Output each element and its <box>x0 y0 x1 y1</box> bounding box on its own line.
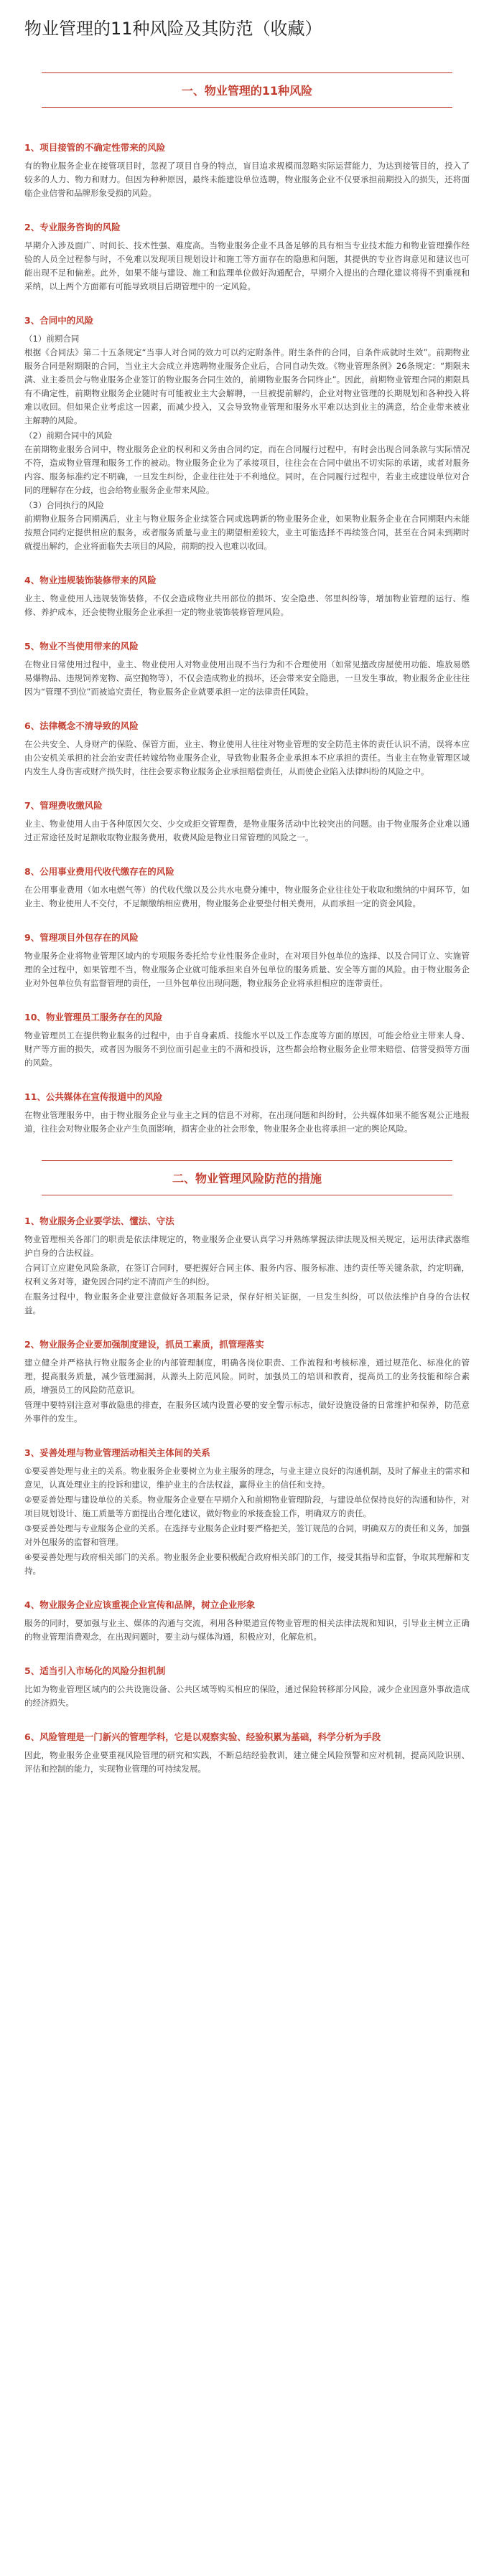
paragraph: 建立健全并严格执行物业服务企业的内部管理制度，明确各岗位职责、工作流程和考核标准，通过规范化、标准化的管理，提高服务质量，减少管理漏洞，从源头上防范风险。同时，加强员工的培训和教育，提高员工的业务技能和综合素质，增强员工的风险防范意识。 <box>24 1358 470 1395</box>
part2-sections <box>24 1214 470 1776</box>
paragraph: 业主、物业使用人由于各种原因欠交、少交或拒交管理费，是物业服务活动中比较突出的问题。由于物业服务企业难以通过正常途径及时足额收取物业服务费用，收费风险是物业日常管理的风险之一。 <box>24 819 470 842</box>
paragraph: 在物业管理服务中，由于物业服务企业与业主之间的信息不对称，在出现问题和纠纷时，公共媒体如果不能客观公正地报道，往往会对物业服务企业产生负面影响，损害企业的社会形象，物业服务企业也将承担一定的舆论风险。 <box>24 1110 470 1134</box>
paragraph: 在物业日常使用过程中，业主、物业使用人对物业使用出现不当行为和不合理使用（如常见擅改房屋使用功能、堆放易燃易爆物品、违规饲养宠物、高空抛物等），不仅会造成物业的损坏，还会带来安全隐患，一旦发生事故，物业服务企业往往因为“管理不到位”而被追究责任，物业服务企业就要承担一定的法律责任风险。 <box>24 659 470 697</box>
section-gap <box>24 1579 470 1598</box>
section <box>24 799 470 865</box>
section-gap <box>24 621 470 639</box>
section <box>24 1664 470 1730</box>
section-title: 2、物业服务企业要加强制度建设，抓员工素质，抓管理落实 <box>24 1339 264 1350</box>
paragraph: 服务的同时，要加强与业主、媒体的沟通与交流，利用各种渠道宣传物业管理的相关法律法规和知识，引导业主树立正确的物业管理消费观念，在出现问题时，要主动与媒体沟通，积极应对，化解危机。 <box>24 1618 470 1642</box>
section <box>24 1338 470 1446</box>
section-gap <box>24 202 470 220</box>
paragraph: 物业管理员工在提供物业服务的过程中，由于自身素质、技能水平以及工作态度等方面的原因，可能会给业主带来人身、财产等方面的损失，或者因为服务不到位而引起业主的不满和投诉，这些都会给物业服务企业带来赔偿、信誉受损等方面的风险。 <box>24 1030 470 1068</box>
paragraph: （3）合同执行的风险 <box>24 500 104 510</box>
section-title: 4、物业违规装饰装修带来的风险 <box>24 575 157 586</box>
section <box>24 865 470 931</box>
part-heading: 一、物业管理的11种风险 <box>42 72 452 108</box>
paragraph: 管理中要特别注意对事故隐患的排查，在服务区域内设置必要的安全警示标志，做好设施设备的日常维护和保养，防范意外事件的发生。 <box>24 1400 470 1424</box>
paragraph: （2）前期合同中的风险 <box>24 431 113 441</box>
section <box>24 931 470 1010</box>
paragraph: 前期物业服务合同期满后，业主与物业服务企业续签合同或选聘新的物业服务企业，如果物业服务企业在合同期限内未能按照合同约定提供相应的服务，或者服务质量与业主的期望相差较大，业主可能选择不再续签合同，甚至在合同未到期时就提出解约，企业将面临失去项目的风险，前期的投入也难以收回。 <box>24 514 470 551</box>
paragraph: ③要妥善处理与专业服务企业的关系。在选择专业服务企业时要严格把关，签订规范的合同，明确双方的责任和义务，加强对外包服务的监督和管理。 <box>24 1523 470 1547</box>
section <box>24 719 470 799</box>
section-title: 1、物业服务企业要学法、懂法、守法 <box>24 1216 174 1226</box>
section-gap <box>24 1645 470 1664</box>
section-gap <box>24 780 470 799</box>
paragraph: 根据《合同法》第二十五条规定“当事人对合同的效力可以约定附条件。附生条件的合同，自条件成就时生效”。前期物业服务合同是附期限的合同，当业主大会成立并选聘物业服务企业后，合同自动失效。《物业管理条例》26条规定：“期限未满、业主委员会与物业服务企业签订的物业服务合同生效的，前期物业服务合同终止”。因此，前期物业管理合同的期限具有不确定性，前期物业服务企业随时有可能被业主大会解聘，一旦被提前解约，企业对物业管理的长期规划和各种投入将难以收回。但如果企业考虑这一因素，而减少投入，又会导致物业管理和服务水平难以达到业主的满意，给企业带来被业主解聘的风险。 <box>24 347 470 426</box>
section-title: 7、管理费收缴风险 <box>24 800 103 811</box>
paragraph: 物业管理相关各部门的职责是依法律规定的，物业服务企业要认真学习并熟练掌握法律法规及相关规定，运用法律武器维护自身的合法权益。 <box>24 1234 470 1258</box>
section-title: 1、项目接管的不确定性带来的风险 <box>24 142 166 153</box>
section-title: 3、合同中的风险 <box>24 315 94 326</box>
section <box>24 1010 470 1090</box>
section-title: 4、物业服务企业应该重视企业宣传和品牌，树立企业形象 <box>24 1599 256 1610</box>
section <box>24 1730 470 1776</box>
paragraph: ②要妥善处理与建设单位的关系。物业服务企业要在早期介入和前期物业管理阶段，与建设单位保持良好的沟通和协作，对项目规划设计、施工质量等方面提出合理化建议，做好物业的承接查验工作，明确双方的责任。 <box>24 1495 470 1518</box>
section-gap <box>24 846 470 865</box>
section <box>24 1090 470 1136</box>
paragraph: ④要妥善处理与政府相关部门的关系。物业服务企业要积极配合政府相关部门的工作，接受其指导和监督，争取其理解和支持。 <box>24 1552 470 1576</box>
section-gap <box>24 700 470 719</box>
section-title: 5、物业不当使用带来的风险 <box>24 641 139 652</box>
section <box>24 639 470 719</box>
section <box>24 141 470 220</box>
article-title: 物业管理的11种风险及其防范（收藏） <box>24 19 322 39</box>
section-title: 8、公用事业费用代收代缴存在的风险 <box>24 866 174 877</box>
section-title: 5、适当引入市场化的风险分担机制 <box>24 1665 166 1676</box>
section-gap <box>24 1711 470 1730</box>
paragraph: 有的物业服务企业在接管项目时，忽视了项目自身的特点，盲目追求规模而忽略实际运营能力，为达到接管目的，投入了较多的人力、物力和财力。但因为种种原因，最终未能建设单位选聘，物业服务企业不仅要承担前期投入的损失，还将面临企业信誉和品牌形象受损的风险。 <box>24 161 470 198</box>
paragraph: 在公用事业费用（如水电燃气等）的代收代缴以及公共水电费分摊中，物业服务企业往往处于收取和缴纳的中间环节，如业主、物业使用人不交付，不足额缴纳相应费用，物业服务企业要垫付相关费用，从而承担一定的资金风险。 <box>24 885 470 908</box>
paragraph: 物业服务企业将物业管理区域内的专项服务委托给专业性服务企业时，在对项目外包单位的选择、以及合同订立、实施管理的全过程中，如果管理不当，物业服务企业就可能承担来自外包单位的服务质量、安全等方面的风险。由于物业服务企业对外包单位负有监督管理的责任，一旦外包单位出现问题，物业服务企业将承担相应的连带责任。 <box>24 951 470 988</box>
section-title: 6、法律概念不清导致的风险 <box>24 720 139 731</box>
section <box>24 1598 470 1664</box>
section-gap <box>24 1319 470 1338</box>
section-title: 3、妥善处理与物业管理活动相关主体间的关系 <box>24 1447 210 1458</box>
paragraph: 业主、物业使用人违规装饰装修，不仅会造成物业共用部位的损坏、安全隐患、邻里纠纷等，增加物业管理的运行、维修、养护成本，还会使物业服务企业承担一定的物业装饰装修管理风险。 <box>24 593 470 617</box>
paragraph: 在服务过程中，物业服务企业要注意做好各项服务记录，保存好相关证据，一旦发生纠纷，可以依法维护自身的合法权益。 <box>24 1292 470 1315</box>
section <box>24 1446 470 1598</box>
section-gap <box>24 912 470 931</box>
section-gap <box>24 295 470 314</box>
paragraph: 比如为物业管理区域内的公共设施设备、公共区域等购买相应的保险，通过保险转移部分风险，减少企业因意外事故造成的经济损失。 <box>24 1684 470 1708</box>
part-heading: 二、物业管理风险防范的措施 <box>42 1160 452 1195</box>
paragraph: 合同订立应避免风险条款，在签订合同时，要把握好合同主体、服务内容、服务标准、违约责任等关键条款，约定明确，权利义务对等，避免因合同约定不清而产生的纠纷。 <box>24 1263 470 1287</box>
section-gap <box>24 1071 470 1090</box>
section-title: 10、物业管理员工服务存在的风险 <box>24 1012 163 1023</box>
section-title: 11、公共媒体在宣传报道中的风险 <box>24 1091 163 1102</box>
section-gap <box>24 555 470 573</box>
paragraph: （1）前期合同 <box>24 334 80 344</box>
paragraph: 因此，物业服务企业要重视风险管理的研究和实践，不断总结经验教训，建立健全风险预警和应对机制，提高风险识别、评估和控制的能力，实现物业管理的可持续发展。 <box>24 1750 470 1774</box>
section-title: 2、专业服务咨询的风险 <box>24 222 121 232</box>
section <box>24 573 470 639</box>
paragraph: 在公共安全、人身财产的保险、保管方面，业主、物业使用人往往对物业管理的安全防范主体的责任认识不清，误将本应由公安机关承担的社会治安责任转嫁给物业服务企业，导致物业服务企业承担本不应承担的责任。当业主在物业管理区域内发生人身伤害或财产损失时，往往会要求物业服务企业承担赔偿责任，从而使企业陷入法律纠纷的风险之中。 <box>24 739 470 776</box>
section <box>24 314 470 573</box>
part1-sections <box>24 141 470 1136</box>
paragraph: 早期介入涉及面广、时间长、技术性强、难度高。当物业服务企业不具备足够的具有相当专业技术能力和物业管理操作经验的人员全过程参与时，不免难以发现项目规划设计和施工等方面存在的隐患和问题，其提供的专业咨询意见和建议也可能出现不足和偏差。此外，如果不能与建设、施工和监理单位做好沟通配合，早期介入提出的合理化建议将得不到重视和采纳，以上两个方面都有可能导致项目后期管理中的一定风险。 <box>24 240 470 291</box>
section-gap <box>24 992 470 1010</box>
paragraph: 在前期物业服务合同中，物业服务企业的权利和义务由合同约定，而在合同履行过程中，有时会出现合同条款与实际情况不符，造成物业管理和服务工作的被动。物业服务企业为了承接项目，往往会在合同中做出不切实际的承诺，或者对服务内容、服务标准约定不明确，一旦发生纠纷，企业往往处于不利地位。同时，在合同履行过程中，若业主或建设单位对合同的理解存在分歧，也会给物业服务企业带来风险。 <box>24 444 470 495</box>
section-title: 9、管理项目外包存在的风险 <box>24 932 139 943</box>
section-gap <box>24 1427 470 1446</box>
section-title: 6、风险管理是一门新兴的管理学科，它是以观察实验、经验积累为基础，科学分析为手段 <box>24 1731 381 1742</box>
section <box>24 1214 470 1338</box>
paragraph: ①要妥善处理与业主的关系。物业服务企业要树立为业主服务的理念，与业主建立良好的沟通机制，及时了解业主的需求和意见，认真处理业主的投诉和建议，维护业主的合法权益，赢得业主的信任和支持。 <box>24 1466 470 1490</box>
section <box>24 220 470 314</box>
